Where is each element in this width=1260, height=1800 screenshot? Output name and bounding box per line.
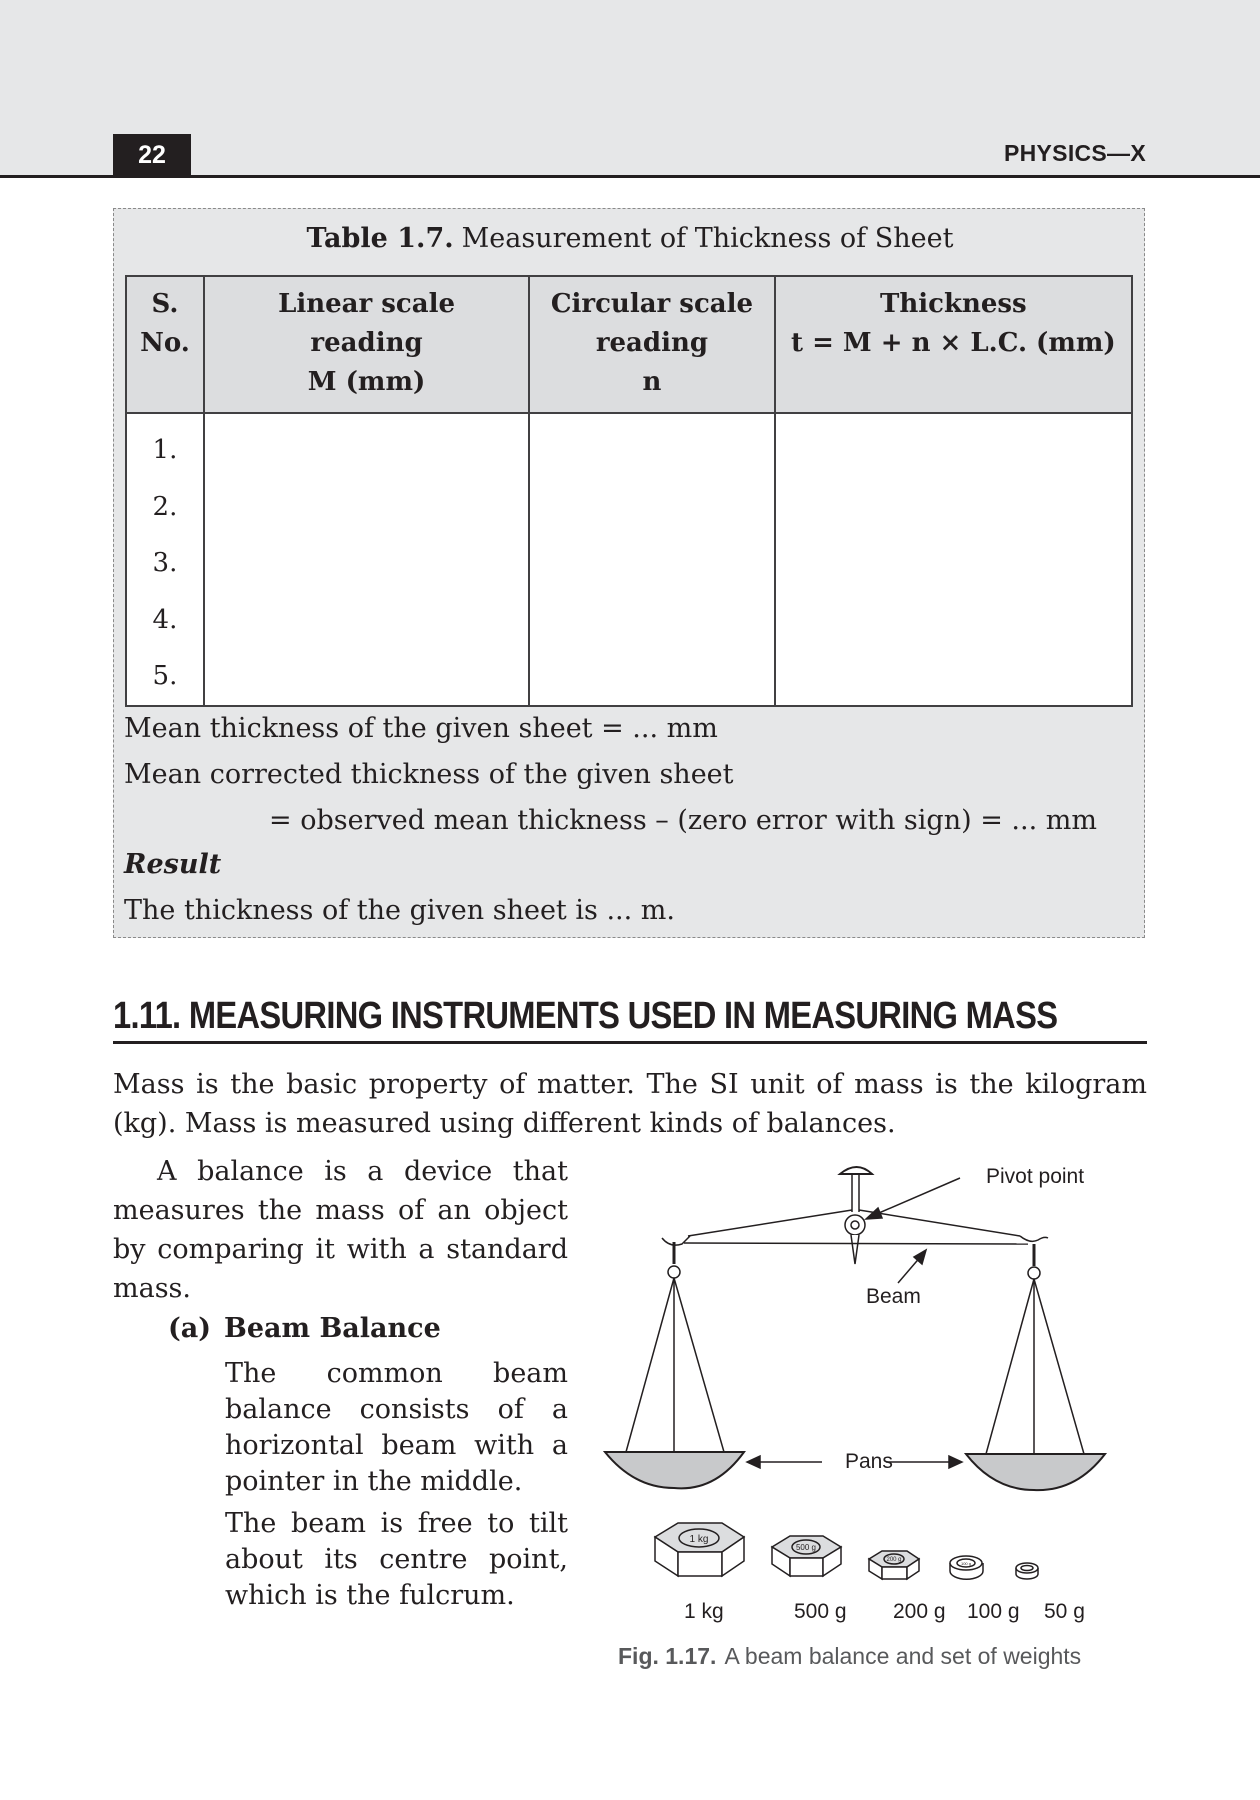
svg-text:200 g: 200 g — [886, 1557, 902, 1563]
table-row: 2. — [126, 479, 1132, 536]
svg-text:100 g: 100 g — [960, 1561, 972, 1566]
column-header-sno: S. No. — [126, 276, 204, 413]
weight-label-100g: 100 g — [967, 1600, 1020, 1623]
weight-label-500g: 500 g — [794, 1600, 847, 1623]
svg-text:500 g: 500 g — [795, 1543, 817, 1552]
table-header-row — [126, 276, 1132, 413]
svg-text:1 kg: 1 kg — [689, 1534, 709, 1545]
table-row: 1. — [126, 413, 1132, 479]
formula-line: = observed mean thickness – (zero error with sign) = ... mm — [269, 805, 1097, 836]
pans-label: Pans — [845, 1450, 893, 1473]
beam-balance-paragraph-2: The beam is free to tilt about its centre point, which is the fulcrum. — [225, 1508, 568, 1611]
result-text: The thickness of the given sheet is ... m. — [124, 895, 675, 926]
observation-box — [113, 208, 1145, 938]
weight-label-50g: 50 g — [1044, 1600, 1085, 1623]
figure-caption-text: A beam balance and set of weights — [724, 1643, 1082, 1669]
page-number: 22 — [113, 134, 191, 176]
balance-paragraph: A balance is a device that measures the mass of an object by comparing it with a standard mass. — [113, 1156, 568, 1304]
column-header-circular: Circular scale reading n — [529, 276, 775, 413]
column-header-thickness: Thickness t = M + n × L.C. (mm) — [775, 276, 1132, 413]
weight-label-200g: 200 g — [893, 1600, 946, 1623]
pivot-point-label: Pivot point — [986, 1165, 1085, 1188]
weight-label-1kg: 1 kg — [684, 1600, 724, 1623]
thickness-table — [125, 275, 1133, 707]
beam-balance-paragraph-1: The common beam balance consists of a horizontal beam with a pointer in the middle. — [225, 1358, 568, 1497]
table-row: 3. — [126, 535, 1132, 592]
running-head: PHYSICS—X — [1003, 140, 1146, 166]
figure-caption-label: Fig. 1.17. — [618, 1643, 717, 1669]
result-heading: Result — [124, 849, 222, 880]
section-heading: 1.11. MEASURING INSTRUMENTS USED IN MEASURING MASS — [113, 995, 1058, 1037]
table-caption-text: Measurement of Thickness of Sheet — [461, 223, 954, 254]
table-caption-label: Table 1.7. — [306, 223, 454, 254]
subsection-heading — [168, 1313, 441, 1344]
section-rule — [113, 1041, 1147, 1044]
intro-paragraph: Mass is the basic property of matter. The SI unit of mass is the kilogram (kg). Mass is measured using different kinds of balances. — [113, 1069, 1147, 1139]
beam-balance-figure — [600, 1140, 1160, 1700]
subsection-label: (a) — [168, 1313, 212, 1344]
subsection-title: Beam Balance — [224, 1313, 441, 1344]
table-row: 5. — [126, 648, 1132, 706]
table-caption — [114, 223, 1146, 254]
mean-thickness-line: Mean thickness of the given sheet = ... mm — [124, 713, 718, 744]
mean-corrected-line: Mean corrected thickness of the given sheet — [124, 759, 734, 790]
table-row: 4. — [126, 592, 1132, 649]
column-header-linear: Linear scale reading M (mm) — [204, 276, 529, 413]
beam-label: Beam — [866, 1285, 921, 1308]
figure-caption — [618, 1643, 1081, 1670]
